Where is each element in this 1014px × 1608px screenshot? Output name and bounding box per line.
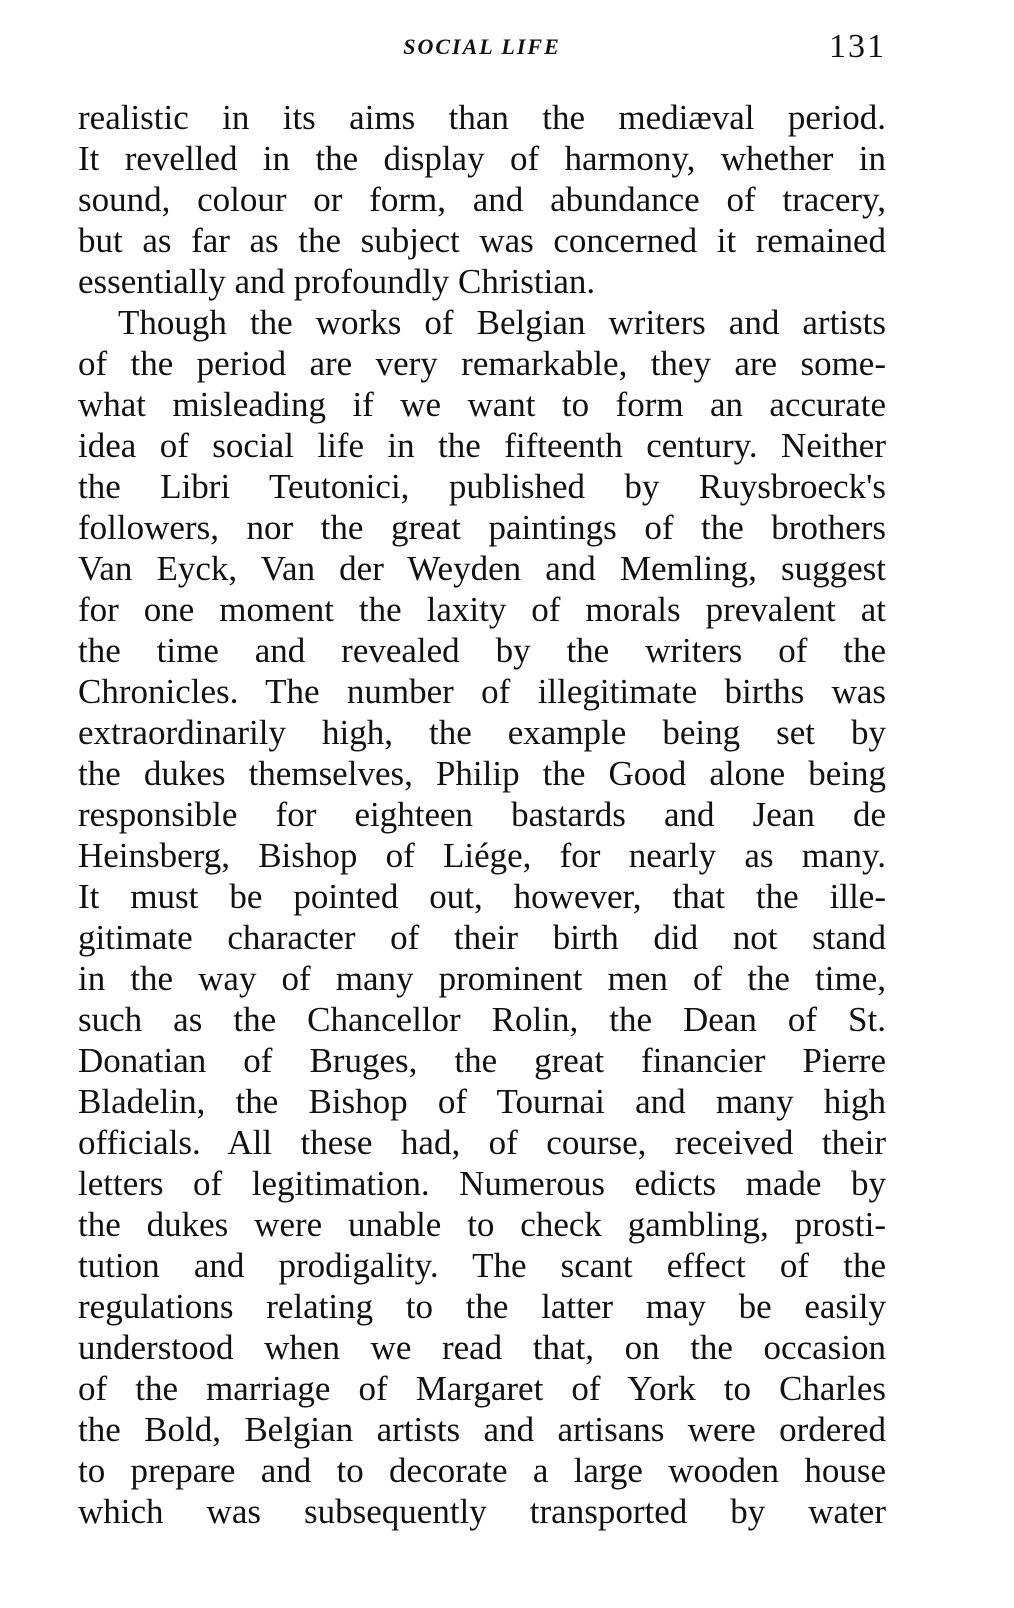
running-title: SOCIAL LIFE [403,34,561,59]
text-line: It revelled in the display of harmony, whether in [78,139,886,178]
text-line: the dukes themselves, Philip the Good alone being [78,754,886,793]
text-line: extraordinarily high, the example being set by [78,713,886,752]
text-line: responsible for eighteen bastards and Jean de [78,795,886,834]
text-line: what misleading if we want to form an accurate [78,385,886,424]
text-line: Though the works of Belgian writers and artists [118,303,886,342]
text-line: for one moment the laxity of morals prevalent at [78,590,886,629]
text-line: letters of legitimation. Numerous edicts made by [78,1164,886,1203]
text-line: to prepare and to decorate a large wooden house [78,1451,886,1490]
text-line: the Bold, Belgian artists and artisans were ordered [78,1410,886,1449]
text-line: which was subsequently transported by water [78,1492,886,1531]
text-line: Donatian of Bruges, the great financier Pierre [78,1041,886,1080]
text-line: Van Eyck, Van der Weyden and Memling, suggest [78,549,886,588]
text-line: understood when we read that, on the occasion [78,1328,886,1367]
text-line: Chronicles. The number of illegitimate births was [78,672,886,711]
body-text [78,97,886,1532]
text-line: realistic in its aims than the mediæval period. [78,98,886,137]
text-line: the Libri Teutonici, published by Ruysbroeck's [78,467,886,506]
text-line: It must be pointed out, however, that the ille- [78,877,886,916]
text-line: tution and prodigality. The scant effect of the [78,1246,886,1285]
text-line: gitimate character of their birth did not stand [78,918,886,957]
text-line: of the marriage of Margaret of York to Charles [78,1369,886,1408]
running-head [78,28,886,68]
text-line: the time and revealed by the writers of the [78,631,886,670]
text-line: the dukes were unable to check gambling, prosti- [78,1205,886,1244]
text-line: sound, colour or form, and abundance of tracery, [78,180,886,219]
text-line: followers, nor the great paintings of the brothers [78,508,886,547]
text-line: such as the Chancellor Rolin, the Dean of St. [78,1000,886,1039]
text-line: idea of social life in the fifteenth century. Neither [78,426,886,465]
text-line: Heinsberg, Bishop of Liége, for nearly as many. [78,836,886,875]
text-line: essentially and profoundly Christian. [78,262,596,301]
text-line: officials. All these had, of course, received their [78,1123,886,1162]
text-line: of the period are very remarkable, they are some- [78,344,886,383]
text-line: regulations relating to the latter may be easily [78,1287,886,1326]
text-line: Bladelin, the Bishop of Tournai and many high [78,1082,886,1121]
text-line: but as far as the subject was concerned it remained [78,221,886,260]
page-number: 131 [829,28,886,65]
text-line: in the way of many prominent men of the time, [78,959,886,998]
